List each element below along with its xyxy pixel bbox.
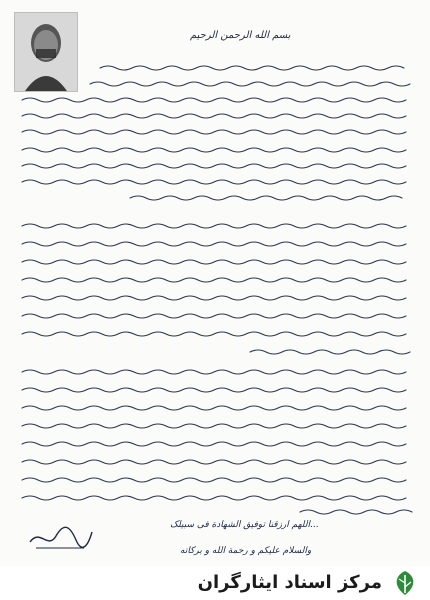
archive-logo-text: مرکز اسناد ایثارگران [197,572,382,593]
basmala-heading: بسم الله الرحمن الرحیم [190,30,291,41]
footer-bar [0,566,430,600]
closing-salutation-line: والسلام علیکم و رحمة الله و برکاته [180,546,312,556]
closing-prayer-line: ...اللهم ارزقنا توفیق الشهادة فی سبیلک [170,520,319,530]
handwritten-signature [26,522,96,554]
leaf-emblem-icon [390,569,420,597]
